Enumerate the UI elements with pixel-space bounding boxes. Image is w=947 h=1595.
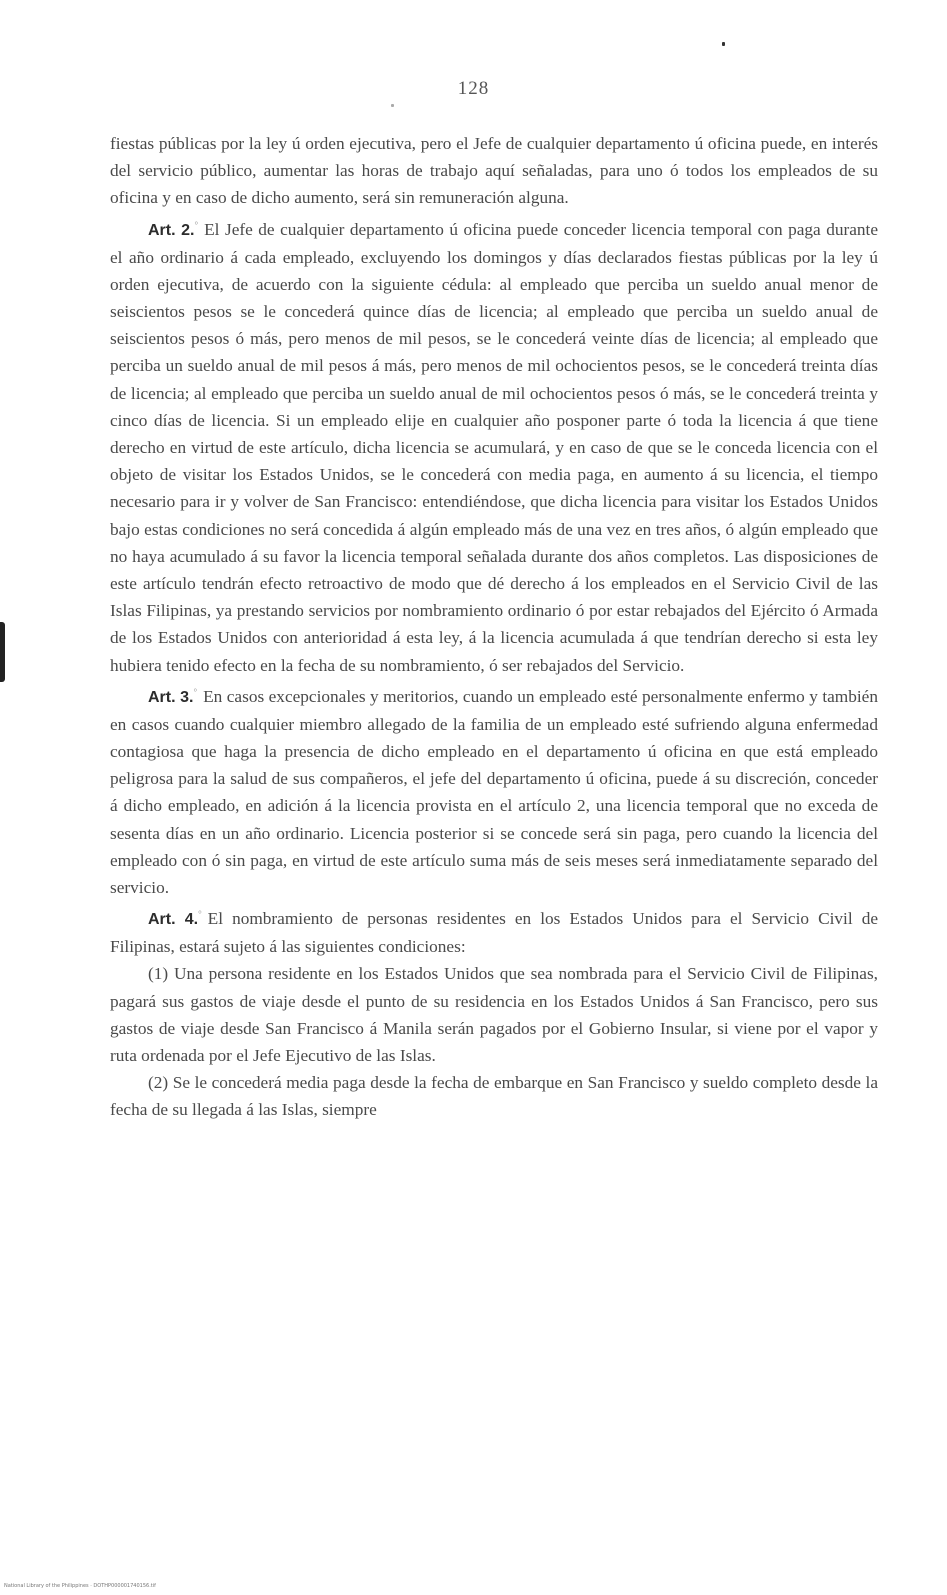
ink-speck — [722, 42, 725, 46]
article-degree-mark: ° — [194, 219, 199, 230]
page-number: 128 — [457, 78, 490, 99]
article-label: Art. 3. — [148, 688, 194, 706]
article-degree-mark: ° — [198, 909, 202, 920]
scan-footer: National Library of the Philippines · DOTHP000001740156.tif — [4, 1583, 156, 1589]
ink-speck — [391, 104, 394, 107]
paragraph-text: (1) Una persona residente en los Estados Unidos que sea nombrada para el Servicio Civil de Filipinas, pagará sus gastos de viaje desde el punto de su residencia en los Estados Unidos á San Francisco, pero sus gastos de viaje desde San Francisco á Manila serán pagados por el Gobierno Insular, si viene por el vapor y ruta ordenada por el Jefe Ejecutivo de las Islas. — [110, 964, 878, 1065]
paragraph-text: (2) Se le concederá media paga desde la fecha de embarque en San Francisco y sueldo completo desde la fecha de su llegada á las Islas, siempre — [110, 1073, 878, 1120]
article-3 — [110, 679, 878, 901]
paragraph-continuation — [110, 130, 878, 212]
article-4 — [110, 901, 878, 960]
article-degree-mark: ° — [193, 686, 198, 697]
paragraph-text: El Jefe de cualquier departamento ú oficina puede conceder licencia temporal con paga durante el año ordinario á cada empleado, excluyendo los domingos y días declarados fiestas públicas por la ley ú orden ejecutiva, de acuerdo con la siguiente cédula: al empleado que perciba un sueldo anual menor de seiscientos pesos se le concederá quince días de licencia; al empleado que perciba un sueldo anual de seiscientos pesos ó más, pero menos de mil pesos, se le concederá veinte días de licencia; al empleado que perciba un sueldo anual de mil pesos á más, pero menos de mil ochocientos pesos, se le concederá treinta días de licencia; al empleado que perciba un sueldo anual de mil ochocientos pesos ó más, se le concederá treinta y cinco días de licencia. Si un empleado elije en cualquier año posponer parte ó toda la licencia á que tiene derecho en virtud de este artículo, dicha licencia se acumulará, y en caso de que se le conceda licencia con el objeto de visitar los Estados Unidos, se le concederá con media paga, en aumento á su licencia, el tiempo necesario para ir y volver de San Francisco: entendiéndose, que dicha licencia para visitar los Estados Unidos bajo estas condiciones no será concedida á algún empleado más de una vez en tres años, ó algún empleado que no haya acumulado á su favor la licencia temporal señalada durante dos años completos. Las disposiciones de este artículo tendrán efecto retroactivo de modo que dé derecho á los empleados en el Servicio Civil de las Islas Filipinas, ya prestando servicios por nombramiento ordinario ó por estar rebajados del Ejército ó Armada de los Estados Unidos con anterioridad á esta ley, á la licencia acumulada á que tendrían derecho si esta ley hubiera tenido efecto en la fecha de su nombramiento, ó ser rebajados del Servicio. — [110, 219, 879, 675]
article-2 — [110, 212, 878, 679]
body-text — [110, 130, 878, 1124]
condition-1 — [110, 960, 878, 1069]
paragraph-text: El nombramiento de personas residentes en los Estados Unidos para el Servicio Civil de Filipinas, estará sujeto á las siguientes condiciones: — [110, 908, 879, 957]
paragraph-text: En casos excepcionales y meritorios, cuando un empleado esté personalmente enfermo y también en casos cuando cualquier miembro allegado de la familia de un empleado esté sufriendo alguna enfermedad contagiosa que haga la presencia de dicho empleado en el departamento ú oficina en que está empleado peligrosa para la salud de sus compañeros, el jefe del departamento ú oficina, puede á su discreción, conceder á dicho empleado, en adición á la licencia provista en el artículo 2, una licencia temporal que no exceda de sesenta días en un año ordinario. Licencia posterior si se concede será sin paga, pero cuando la licencia del empleado con ó sin paga, en virtud de este artículo suma más de seis meses será inmediatamente separado del servicio. — [110, 686, 878, 898]
article-label: Art. 4. — [148, 910, 199, 928]
binding-mark — [0, 622, 5, 682]
condition-2 — [110, 1069, 878, 1123]
paragraph-text: fiestas públicas por la ley ú orden ejecutiva, pero el Jefe de cualquier departamento ú oficina puede, en interés del servicio público, aumentar las horas de trabajo aquí señaladas, para uno ó todos los empleados de su oficina y en caso de dicho aumento, será sin remuneración alguna. — [110, 134, 878, 208]
article-label: Art. 2. — [148, 221, 195, 239]
